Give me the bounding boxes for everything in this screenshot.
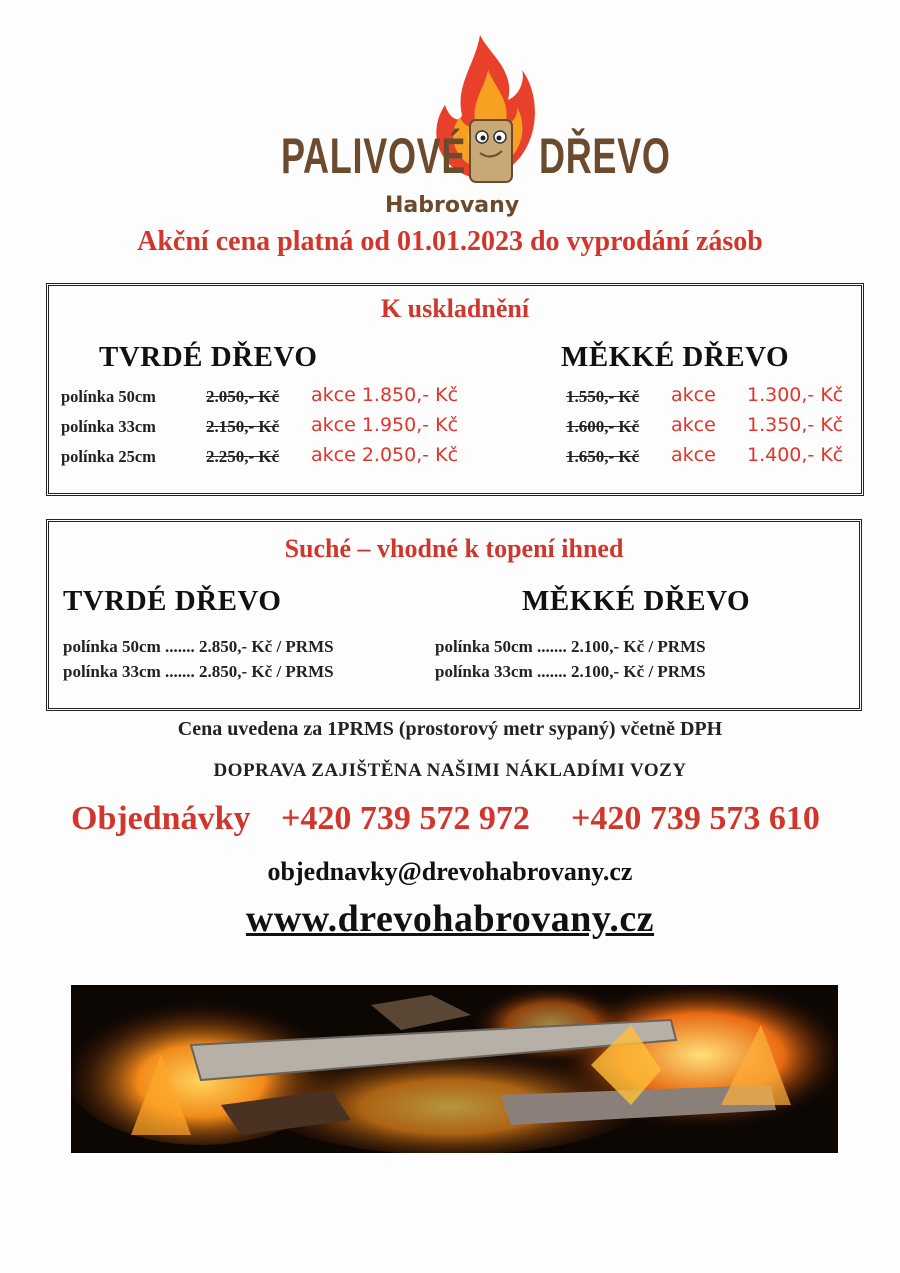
dry-hard-row: polínka 50cm ....... 2.850,- Kč / PRMS [63,637,334,656]
hard-new-price: akce 2.050,- Kč [311,444,459,466]
phone-2[interactable]: +420 739 573 610 [571,800,820,837]
hard-new-price: akce 1.950,- Kč [311,414,459,436]
row-label: polínka 50cm [61,387,156,406]
logo [270,25,671,225]
soft-old-price: 1.600,- Kč [566,417,640,436]
dry-hard-row: polínka 33cm ....... 2.850,- Kč / PRMS [63,662,334,681]
hard-new-price: akce 1.850,- Kč [311,384,459,406]
price-note: Cena uvedena za 1PRMS (prostorový metr sypaný) včetně DPH [177,718,723,740]
storage-soft-title: MĚKKÉ DŘEVO [561,341,790,373]
hard-old-price: 2.150,- Kč [206,417,280,436]
soft-old-price: 1.550,- Kč [566,387,640,406]
soft-akce-label: akce [671,384,716,406]
dry-title: Suché – vhodné k topení ihned [284,534,624,563]
dry-soft-row: polínka 50cm ....... 2.100,- Kč / PRMS [435,637,706,656]
dry-hard-title: TVRDÉ DŘEVO [63,585,282,617]
dry-soft-title: MĚKKÉ DŘEVO [522,585,751,617]
dry-price-box [46,519,862,711]
brand-sub: Habrovany [385,193,520,218]
row-label: polínka 25cm [61,447,156,466]
dry-soft-row: polínka 33cm ....... 2.100,- Kč / PRMS [435,662,706,681]
orders-label: Objednávky [71,800,251,837]
soft-akce-label: akce [671,414,716,436]
soft-old-price: 1.650,- Kč [566,447,640,466]
soft-new-price: 1.400,- Kč [747,444,844,466]
fire-image-icon [71,985,838,1153]
row-label: polínka 33cm [61,417,156,436]
promo-line: Akční cena platná od 01.01.2023 do vyprodání zásob [137,226,763,257]
website-link[interactable]: www.drevohabrovany.cz [245,898,655,940]
storage-price-box [46,283,864,496]
brand-left: PALIVOVÉ [281,128,467,184]
storage-hard-title: TVRDÉ DŘEVO [99,341,318,373]
soft-new-price: 1.350,- Kč [747,414,844,436]
soft-new-price: 1.300,- Kč [747,384,844,406]
email-link[interactable]: objednavky@drevohabrovany.cz [267,857,633,886]
soft-akce-label: akce [671,444,716,466]
hard-old-price: 2.050,- Kč [206,387,280,406]
hard-old-price: 2.250,- Kč [206,447,280,466]
transport-note: DOPRAVA ZAJIŠTĚNA NAŠIMI NÁKLADÍMI VOZY [213,760,687,781]
storage-title: K uskladnění [380,294,530,323]
phone-1[interactable]: +420 739 572 972 [281,800,530,837]
fire-photo [71,985,838,1153]
brand-right: DŘEVO [539,128,671,184]
